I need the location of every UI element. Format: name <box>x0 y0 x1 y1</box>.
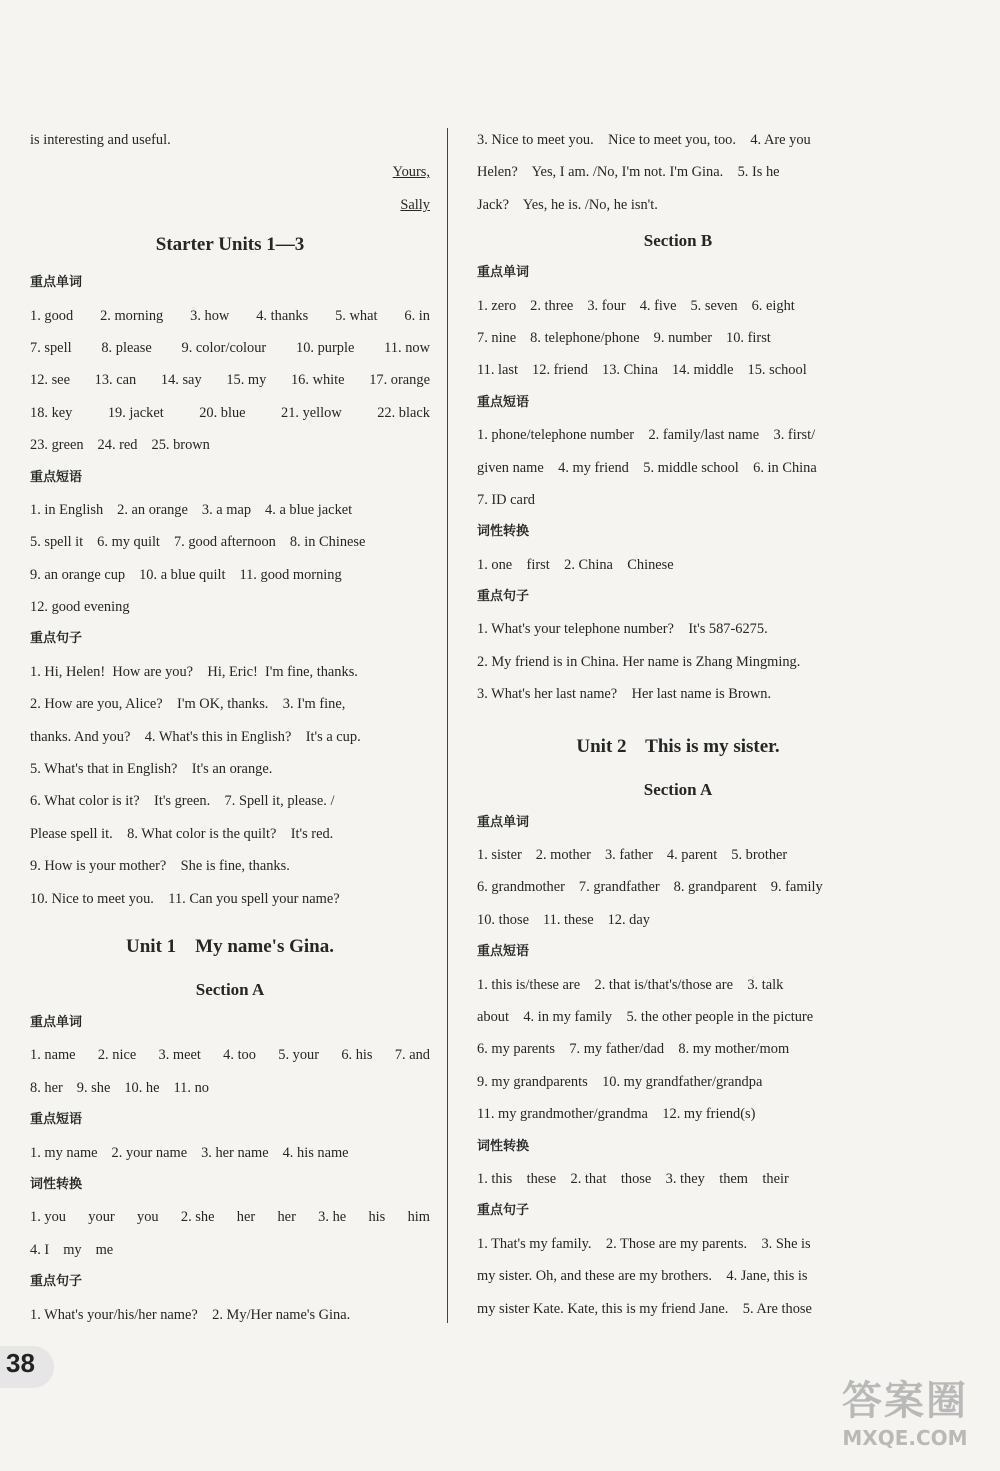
answer-item: 17. orange <box>369 372 430 389</box>
answer-item: 3. he <box>318 1209 347 1226</box>
answer-item: 8. please <box>101 339 152 356</box>
left-column <box>30 128 430 1335</box>
answer-item: 19. jacket <box>107 404 164 421</box>
answer-item: 7. spell <box>30 339 72 356</box>
answer-line: 2. My friend is in China. Her name is Zhang Mingming. <box>477 653 801 670</box>
page-number: 38 <box>6 1348 35 1378</box>
answer-item: 18. key <box>30 404 73 421</box>
answer-line <box>30 498 430 530</box>
answer-item: 7. and <box>394 1047 430 1064</box>
answer-item: 9. an orange cup <box>30 566 126 583</box>
column-divider <box>447 128 448 1323</box>
subheading: 重点单词 <box>30 275 83 291</box>
subheading: 重点单词 <box>477 814 530 830</box>
answer-item: 5. brother <box>731 847 788 864</box>
subheading: 重点短语 <box>477 394 530 410</box>
answer-item: your <box>88 1209 115 1226</box>
right-column <box>477 128 879 1329</box>
answer-item: 4. I <box>30 1241 50 1258</box>
answer-item: 11. these <box>542 911 594 928</box>
answer-item: 1. name <box>30 1047 76 1064</box>
subheading: 重点短语 <box>30 469 83 485</box>
answer-item: 2. mother <box>535 847 591 864</box>
answer-line: 1. this these 2. that those 3. they them their <box>477 1170 789 1187</box>
answer-line: 6. my parents 7. my father/dad 8. my mother/mom <box>477 1041 790 1058</box>
answer-item: 1. my name <box>30 1144 98 1161</box>
answer-line: 11. my grandmother/grandma 12. my friend(s) <box>477 1106 756 1123</box>
answer-item: her <box>236 1209 256 1226</box>
subheading: 重点单词 <box>30 1014 83 1030</box>
watermark-text: 答案圈 <box>842 1378 968 1424</box>
answer-line: 3. Nice to meet you. Nice to meet you, too. 4. Are you <box>477 132 811 148</box>
answer-item: you <box>137 1209 159 1226</box>
answer-line: 1. Hi, Helen! How are you? Hi, Eric! I'm fine, thanks. <box>30 663 358 680</box>
answer-item: 4. a blue jacket <box>265 501 353 518</box>
unit1-phrases <box>30 1141 430 1173</box>
answer-item: 21. yellow <box>281 404 342 421</box>
unit2-forms <box>477 1167 879 1199</box>
answer-item: 1. good <box>30 307 74 324</box>
answer-item: 3. four <box>587 297 626 314</box>
starter-sentences <box>30 660 430 919</box>
subheading: 词性转换 <box>477 1138 530 1154</box>
answer-line: Helen? Yes, I am. /No, I'm not. I'm Gina. 5. Is he <box>477 164 780 181</box>
answer-line <box>30 1205 430 1237</box>
answer-line: 7. ID card <box>477 491 535 508</box>
answer-item: 3. her name <box>201 1144 269 1161</box>
answer-item: 6. eight <box>751 297 795 314</box>
signoff-line <box>30 193 430 225</box>
answer-item: 2. nice <box>97 1047 137 1064</box>
answer-item: 6. my quilt <box>97 534 160 551</box>
answer-item: 24. red <box>97 437 138 454</box>
watermark-logo <box>820 1378 990 1464</box>
answer-item: 15. my <box>226 372 267 389</box>
answer-item: 7. good afternoon <box>173 534 276 551</box>
answer-line <box>30 368 430 400</box>
answer-line: Jack? Yes, he is. /No, he isn't. <box>477 196 658 213</box>
answer-line: given name 4. my friend 5. middle school 6. in China <box>477 459 817 476</box>
unit2-title: Unit 2 This is my sister. <box>576 735 780 757</box>
subheading: 重点短语 <box>30 1112 83 1128</box>
answer-item: 4. too <box>223 1047 256 1064</box>
answer-item: 10. first <box>726 329 771 346</box>
section-b-phrases <box>477 423 879 520</box>
answer-line <box>477 326 879 358</box>
answer-line <box>477 843 879 875</box>
watermark-site: MXQE.COM <box>842 1426 968 1450</box>
answer-item: 12. day <box>607 911 650 928</box>
answer-line: 5. What's that in English? It's an orange. <box>30 761 273 778</box>
answer-item: 13. can <box>94 372 137 389</box>
answer-line: Please spell it. 8. What color is the quilt? It's red. <box>30 825 334 842</box>
starter-phrases <box>30 498 430 628</box>
subheading: 重点句子 <box>477 589 530 605</box>
answer-line: about 4. in my family 5. the other people in the picture <box>477 1008 814 1025</box>
answer-item: 11. now <box>384 339 430 356</box>
answer-item: 1. sister <box>477 847 522 864</box>
answer-item: 13. China <box>602 362 658 379</box>
answer-line: 1. phone/telephone number 2. family/last name 3. first/ <box>477 427 816 444</box>
answer-line <box>30 1043 430 1075</box>
section-b-title: Section B <box>643 231 713 251</box>
answer-item: 8. telephone/phone <box>530 329 640 346</box>
section-b-words <box>477 294 879 391</box>
answer-item: 14. say <box>160 372 202 389</box>
answer-item: 8. her <box>30 1079 63 1096</box>
answer-item: 9. family <box>770 879 823 896</box>
answer-line <box>30 595 430 627</box>
answer-item: 10. purple <box>296 339 355 356</box>
answer-line <box>477 875 879 907</box>
subheading: 重点句子 <box>477 1203 530 1219</box>
answer-item: 22. black <box>377 404 430 421</box>
answer-item: 12. good evening <box>30 599 130 616</box>
answer-item: 7. grandfather <box>578 879 660 896</box>
answer-item: 15. school <box>747 362 807 379</box>
answer-item: 11. no <box>173 1079 209 1096</box>
intro-line: is interesting and useful. <box>30 132 171 148</box>
answer-item: 7. nine <box>477 329 517 346</box>
subheading: 词性转换 <box>30 1176 83 1192</box>
answer-item: 2. an orange <box>117 501 188 518</box>
answer-line <box>30 563 430 595</box>
answer-line: 1. this is/these are 2. that is/that's/those are 3. talk <box>477 976 784 993</box>
answer-line <box>477 294 879 326</box>
answer-item: 8. in Chinese <box>289 534 366 551</box>
answer-item: me <box>95 1241 114 1258</box>
answer-line: 1. What's your/his/her name? 2. My/Her name's Gina. <box>30 1306 351 1323</box>
answer-line: 1. one first 2. China Chinese <box>477 556 674 573</box>
answer-item: 23. green <box>30 437 84 454</box>
answer-item: 12. friend <box>532 362 588 379</box>
starter-words <box>30 304 430 466</box>
answer-item: 1. in English <box>30 501 104 518</box>
answer-item: 5. seven <box>690 297 738 314</box>
unit2-words <box>477 843 879 940</box>
answer-item: his <box>368 1209 386 1226</box>
signoff-yours: Yours, <box>392 164 430 181</box>
answer-item: 25. brown <box>151 437 210 454</box>
answer-item: 2. morning <box>100 307 164 324</box>
answer-item: 10. he <box>124 1079 160 1096</box>
answer-item: him <box>407 1209 430 1226</box>
answer-item: 5. what <box>335 307 378 324</box>
answer-item: 5. spell it <box>30 534 84 551</box>
unit2-sentences <box>477 1232 879 1329</box>
unit1-section-title: Section A <box>195 979 265 999</box>
answer-item: 6. in <box>404 307 430 324</box>
signoff-line <box>30 160 430 192</box>
unit2-section-title: Section A <box>643 779 713 799</box>
answer-item: 6. grandmother <box>477 879 565 896</box>
answer-line: 1. What's your telephone number? It's 587-6275. <box>477 621 768 638</box>
subheading: 重点单词 <box>477 265 530 281</box>
unit2-phrases <box>477 973 879 1135</box>
answer-item: 4. his name <box>282 1144 349 1161</box>
answer-item: 2. your name <box>111 1144 188 1161</box>
answer-line: 2. How are you, Alice? I'm OK, thanks. 3. I'm fine, <box>30 696 346 713</box>
answer-line <box>30 1141 430 1173</box>
answer-line: 1. That's my family. 2. Those are my parents. 3. She is <box>477 1235 811 1252</box>
answer-item: 4. thanks <box>256 307 309 324</box>
unit1-title: Unit 1 My name's Gina. <box>126 935 334 957</box>
answer-item: 11. last <box>477 362 519 379</box>
answer-line <box>30 401 430 433</box>
answer-item: 3. meet <box>158 1047 201 1064</box>
answer-line: thanks. And you? 4. What's this in English? It's a cup. <box>30 728 361 745</box>
answer-item: 10. a blue quilt <box>139 566 226 583</box>
answer-line <box>30 433 430 465</box>
answer-item: 3. a map <box>201 501 252 518</box>
answer-line: 6. What color is it? It's green. 7. Spell it, please. / <box>30 793 335 810</box>
answer-item: 2. three <box>530 297 574 314</box>
answer-item: 11. good morning <box>239 566 342 583</box>
answer-line: 9. How is your mother? She is fine, thanks. <box>30 858 290 875</box>
answer-item: 1. you <box>30 1209 66 1226</box>
answer-item: 1. zero <box>477 297 517 314</box>
answer-item: 2. she <box>180 1209 215 1226</box>
subheading: 重点句子 <box>30 1274 83 1290</box>
answer-item: 3. how <box>190 307 230 324</box>
starter-title: Starter Units 1—3 <box>155 234 305 256</box>
answer-item: 9. number <box>653 329 713 346</box>
answer-line <box>30 530 430 562</box>
answer-item: 8. grandparent <box>673 879 757 896</box>
answer-item: her <box>277 1209 296 1226</box>
answer-item: 5. your <box>278 1047 320 1064</box>
subheading: 重点短语 <box>477 944 530 960</box>
answer-item: 4. five <box>639 297 677 314</box>
answer-item: 9. she <box>76 1079 111 1096</box>
answer-line: my sister Kate. Kate, this is my friend Jane. 5. Are those <box>477 1300 812 1317</box>
answer-item: 6. his <box>341 1047 373 1064</box>
answer-line: 9. my grandparents 10. my grandfather/grandpa <box>477 1073 763 1090</box>
answer-line <box>30 304 430 336</box>
answer-item: 9. color/colour <box>181 339 267 356</box>
subheading: 重点句子 <box>30 631 83 647</box>
answer-line: 3. What's her last name? Her last name is Brown. <box>477 686 772 703</box>
section-b-sentences <box>477 617 879 714</box>
answer-line <box>477 908 879 940</box>
answer-item: 12. see <box>30 372 70 389</box>
answer-line: 10. Nice to meet you. 11. Can you spell your name? <box>30 890 340 907</box>
answer-line <box>30 336 430 368</box>
answer-item: 10. those <box>477 911 529 928</box>
signoff-name: Sally <box>400 196 430 213</box>
answer-item: 20. blue <box>199 404 246 421</box>
unit1-sentences <box>30 1303 430 1335</box>
section-b-forms <box>477 553 879 585</box>
answer-line <box>477 358 879 390</box>
unit1-forms <box>30 1205 430 1270</box>
answer-line <box>30 1238 430 1270</box>
answer-item: 4. parent <box>666 847 718 864</box>
answer-item: 14. middle <box>671 362 734 379</box>
answer-item: my <box>63 1241 82 1258</box>
answer-item: 16. white <box>290 372 345 389</box>
answer-line <box>30 1076 430 1108</box>
unit1-words <box>30 1043 430 1108</box>
answer-item: 3. father <box>604 847 653 864</box>
subheading: 词性转换 <box>477 524 530 540</box>
answer-line: my sister. Oh, and these are my brothers. 4. Jane, this is <box>477 1268 808 1285</box>
continued-sentences <box>477 128 879 225</box>
